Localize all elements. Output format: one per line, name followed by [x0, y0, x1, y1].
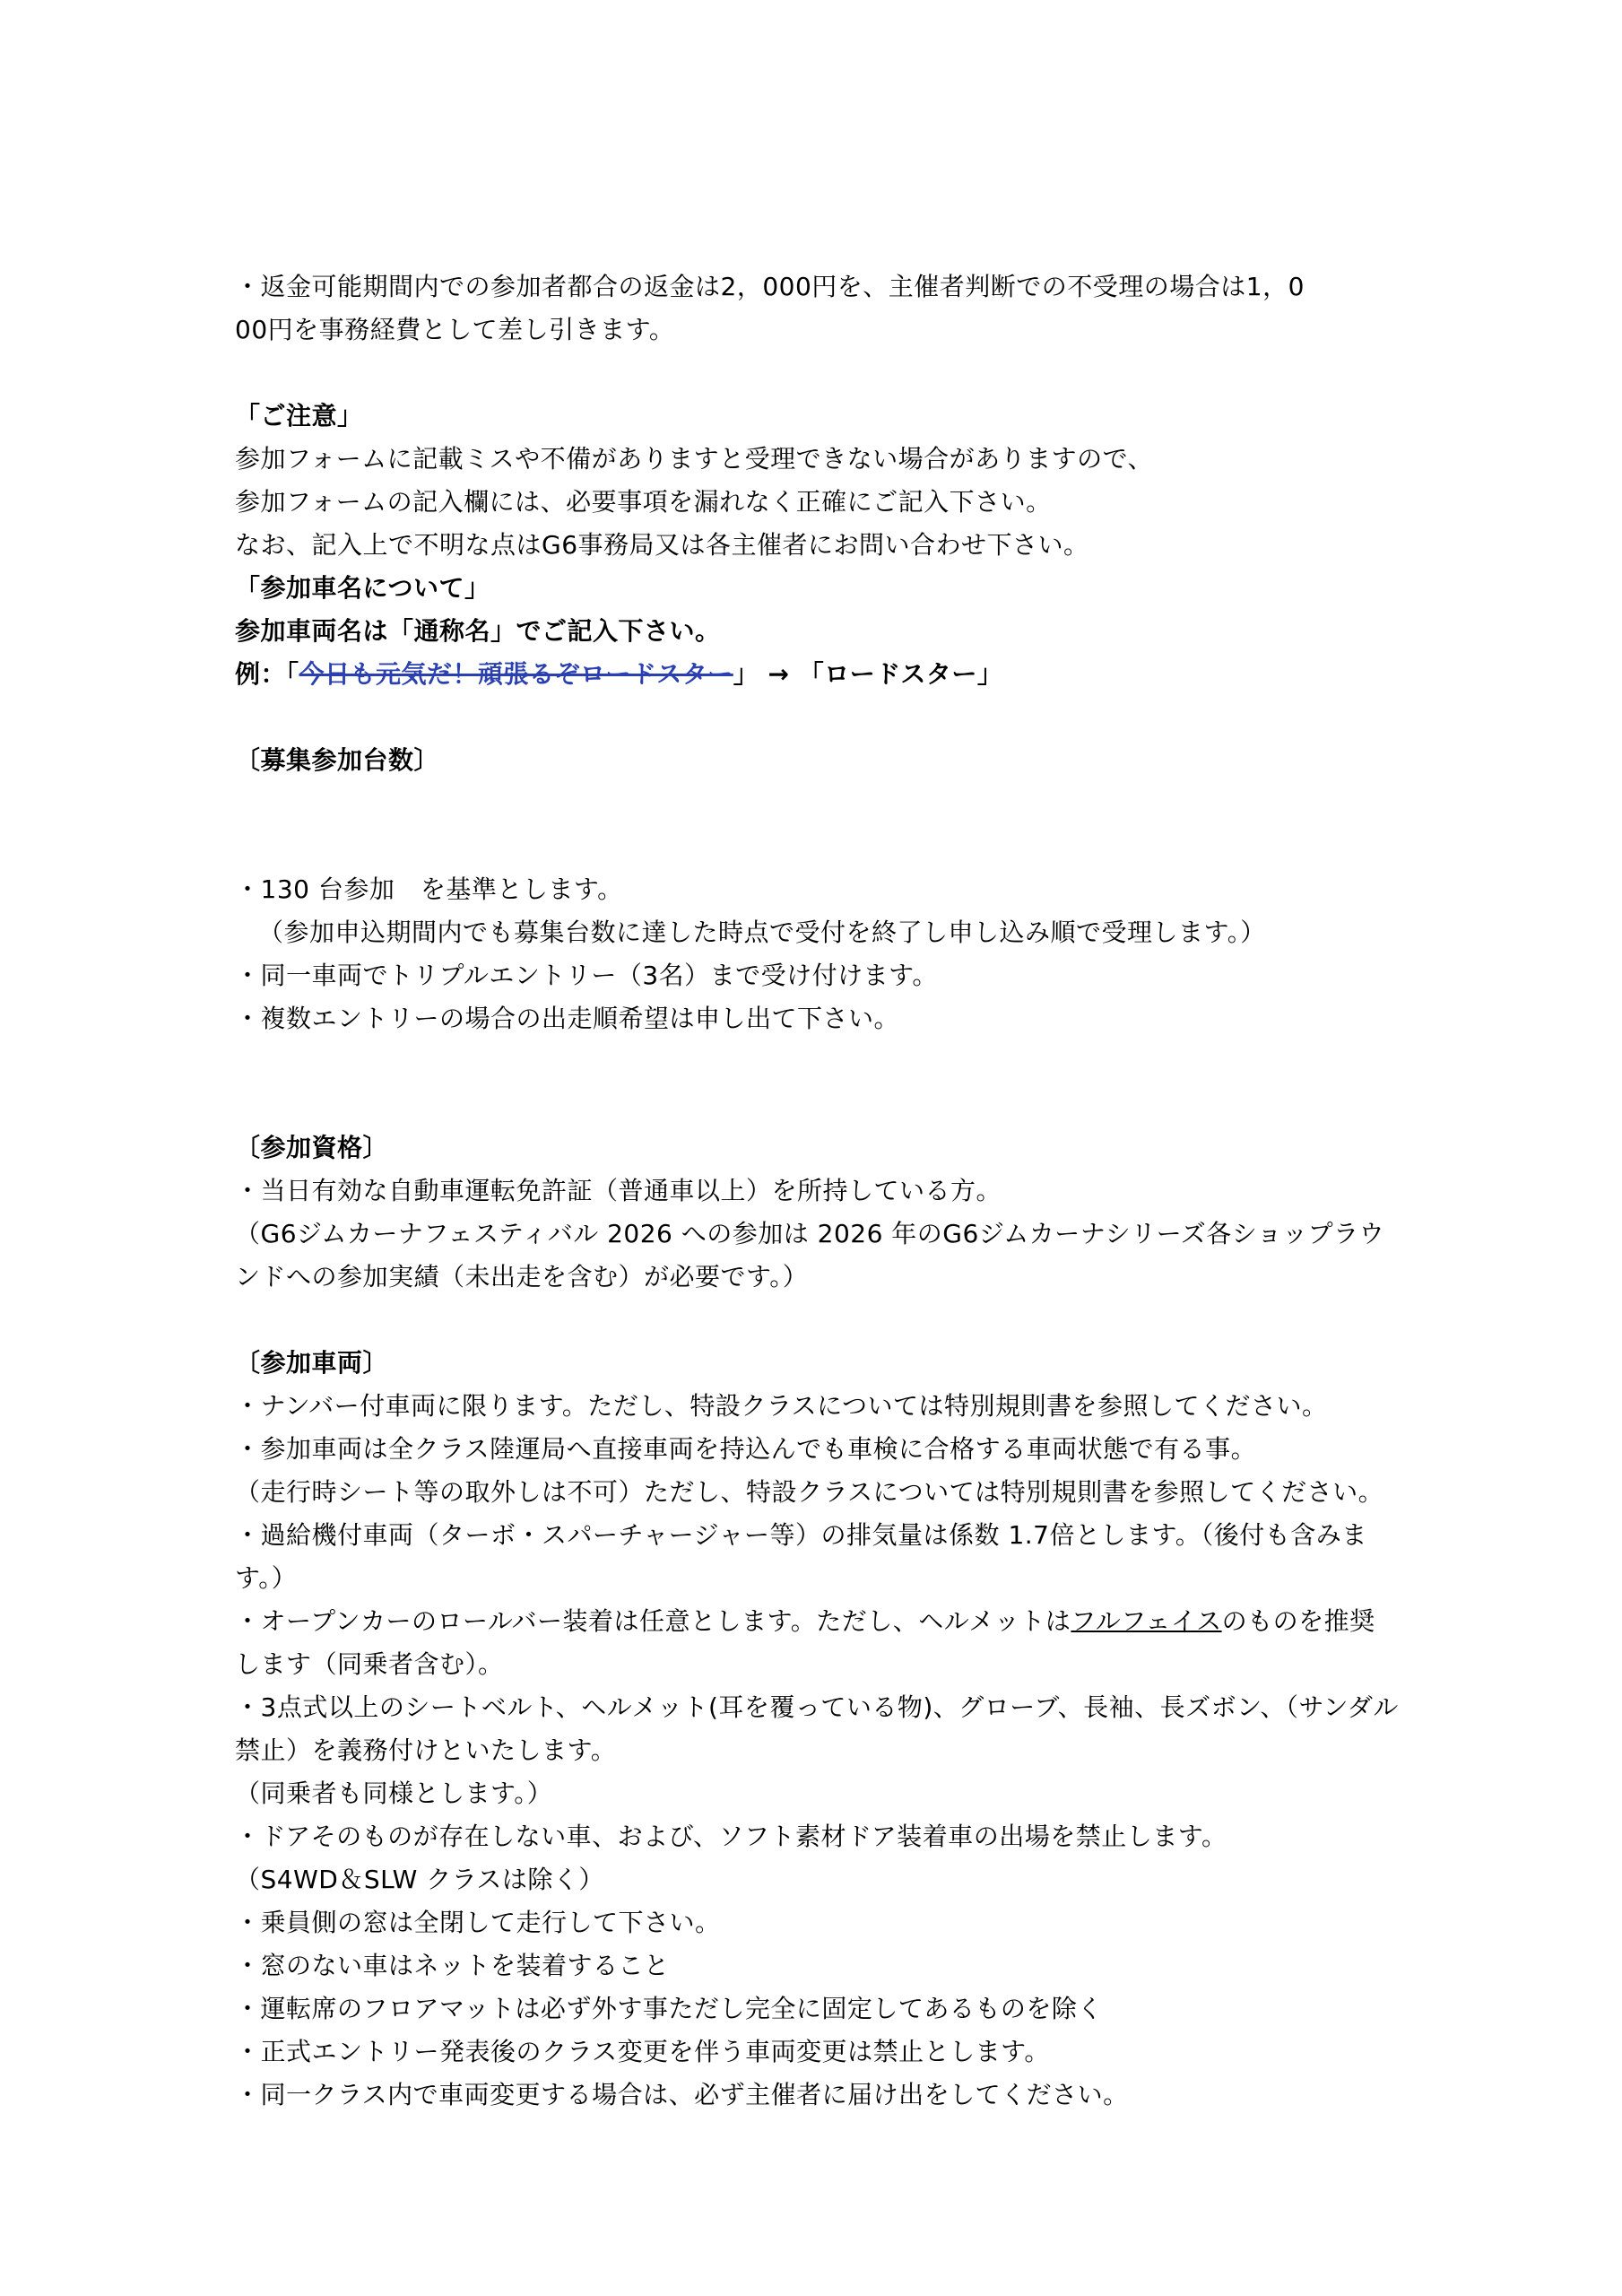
- recruit-line-1: ・130 台参加 を基準とします。: [235, 874, 623, 904]
- vehicle-line-7: します（同乗者含む）。: [235, 1649, 504, 1679]
- vehicle-line-4: ・過給機付車両（ターボ・スパーチャージャー等）の排気量は係数 1.7倍とします。（後付も含みま: [235, 1520, 1367, 1550]
- car-name-line-1: 参加車両名は「通称名」でご記入下さい。: [235, 616, 721, 646]
- qualification-line-3: ンドへの参加実績（未出走を含む）が必要です。）: [235, 1262, 809, 1292]
- vehicle-line-9: 禁止）を義務付けといたします。: [235, 1735, 617, 1765]
- vehicle-line-17: ・同一クラス内で車両変更する場合は、必ず主催者に届け出をしてください。: [235, 2080, 1129, 2109]
- spacer: [235, 352, 1401, 395]
- vehicle-line-1: ・ナンバー付車両に限ります。ただし、特設クラスについては特別規則書を参照してください。: [235, 1391, 1328, 1421]
- vehicle-line-6-suffix: のものを推奨: [1221, 1606, 1375, 1636]
- document-page: [235, 265, 1401, 2117]
- recruit-section: [235, 739, 1401, 1040]
- vehicle-line-6-prefix: ・オープンカーのロールバー装着は任意とします。ただし、ヘルメットは: [235, 1606, 1071, 1636]
- spacer: [235, 696, 1401, 739]
- caution-line-3: なお、記入上で不明な点はG6事務局又は各主催者にお問い合わせ下さい。: [235, 530, 1089, 560]
- vehicle-section: [235, 1342, 1401, 2117]
- vehicle-heading: 〔参加車両〕: [235, 1348, 389, 1378]
- full-face-underlined: フルフェイス: [1071, 1606, 1222, 1636]
- spacer: [235, 1299, 1401, 1342]
- vehicle-line-16: ・正式エントリー発表後のクラス変更を伴う車両変更は禁止とします。: [235, 2037, 1050, 2066]
- vehicle-line-6: [235, 1600, 1401, 1643]
- spacer: [235, 1040, 1401, 1126]
- example-struck-text: 今日も元気だ！頑張るぞロードスター: [299, 659, 733, 689]
- caution-section: [235, 395, 1401, 567]
- caution-heading: 「ご注意」: [235, 401, 363, 430]
- refund-line-2: 00円を事務経費として差し引きます。: [235, 315, 675, 344]
- vehicle-line-13: ・乗員側の窓は全閉して走行して下さい。: [235, 1908, 721, 1937]
- refund-section: [235, 265, 1401, 352]
- qualification-line-2: （G6ジムカーナフェスティバル 2026 への参加は 2026 年のG6ジムカーナシリーズ各ショップラウ: [235, 1219, 1385, 1248]
- recruit-line-2: （参加申込期間内でも募集台数に達した時点で受付を終了し申し込み順で受理します。）: [258, 918, 1266, 947]
- car-name-heading: 「参加車名について」: [235, 573, 490, 603]
- spacer: [235, 782, 1401, 868]
- vehicle-line-10: （同乗者も同様とします。）: [235, 1779, 553, 1808]
- qualification-heading: 〔参加資格〕: [235, 1133, 389, 1162]
- car-name-section: [235, 567, 1401, 696]
- caution-line-1: 参加フォームに記載ミスや不備がありますと受理できない場合がありますので、: [235, 444, 1154, 474]
- vehicle-line-5: す。）: [235, 1563, 298, 1593]
- vehicle-line-8: ・3点式以上のシートベルト、ヘルメット(耳を覆っている物)、グローブ、長袖、長ズボン、（サンダル: [235, 1692, 1399, 1722]
- example-suffix: 」 → 「ロードスター」: [733, 659, 1003, 689]
- refund-line-1: ・返金可能期間内での参加者都合の返金は2，000円を、主催者判断での不受理の場合は1，0: [235, 272, 1305, 301]
- caution-line-2: 参加フォームの記入欄には、必要事項を漏れなく正確にご記入下さい。: [235, 487, 1052, 517]
- vehicle-line-3: （走行時シート等の取外しは不可）ただし、特設クラスについては特別規則書を参照してください。: [235, 1477, 1384, 1507]
- recruit-line-3: ・同一車両でトリプルエントリー（3名）まで受け付けます。: [235, 961, 938, 990]
- vehicle-line-12: （S4WD＆SLW クラスは除く）: [235, 1865, 604, 1894]
- vehicle-line-15: ・運転席のフロアマットは必ず外す事ただし完全に固定してあるものを除く: [235, 1994, 1103, 2023]
- vehicle-line-11: ・ドアそのものが存在しない車、および、ソフト素材ドア装着車の出場を禁止します。: [235, 1822, 1227, 1851]
- car-name-example: [235, 653, 1401, 696]
- example-prefix: 例：「: [235, 659, 299, 689]
- qualification-section: [235, 1126, 1401, 1299]
- recruit-heading: 〔募集参加台数〕: [235, 745, 440, 775]
- recruit-line-4: ・複数エントリーの場合の出走順希望は申し出て下さい。: [235, 1004, 900, 1033]
- qualification-line-1: ・当日有効な自動車運転免許証（普通車以上）を所持している方。: [235, 1176, 1002, 1205]
- vehicle-line-2: ・参加車両は全クラス陸運局へ直接車両を持込んでも車検に合格する車両状態で有る事。: [235, 1434, 1257, 1464]
- vehicle-line-14: ・窓のない車はネットを装着すること: [235, 1951, 670, 1980]
